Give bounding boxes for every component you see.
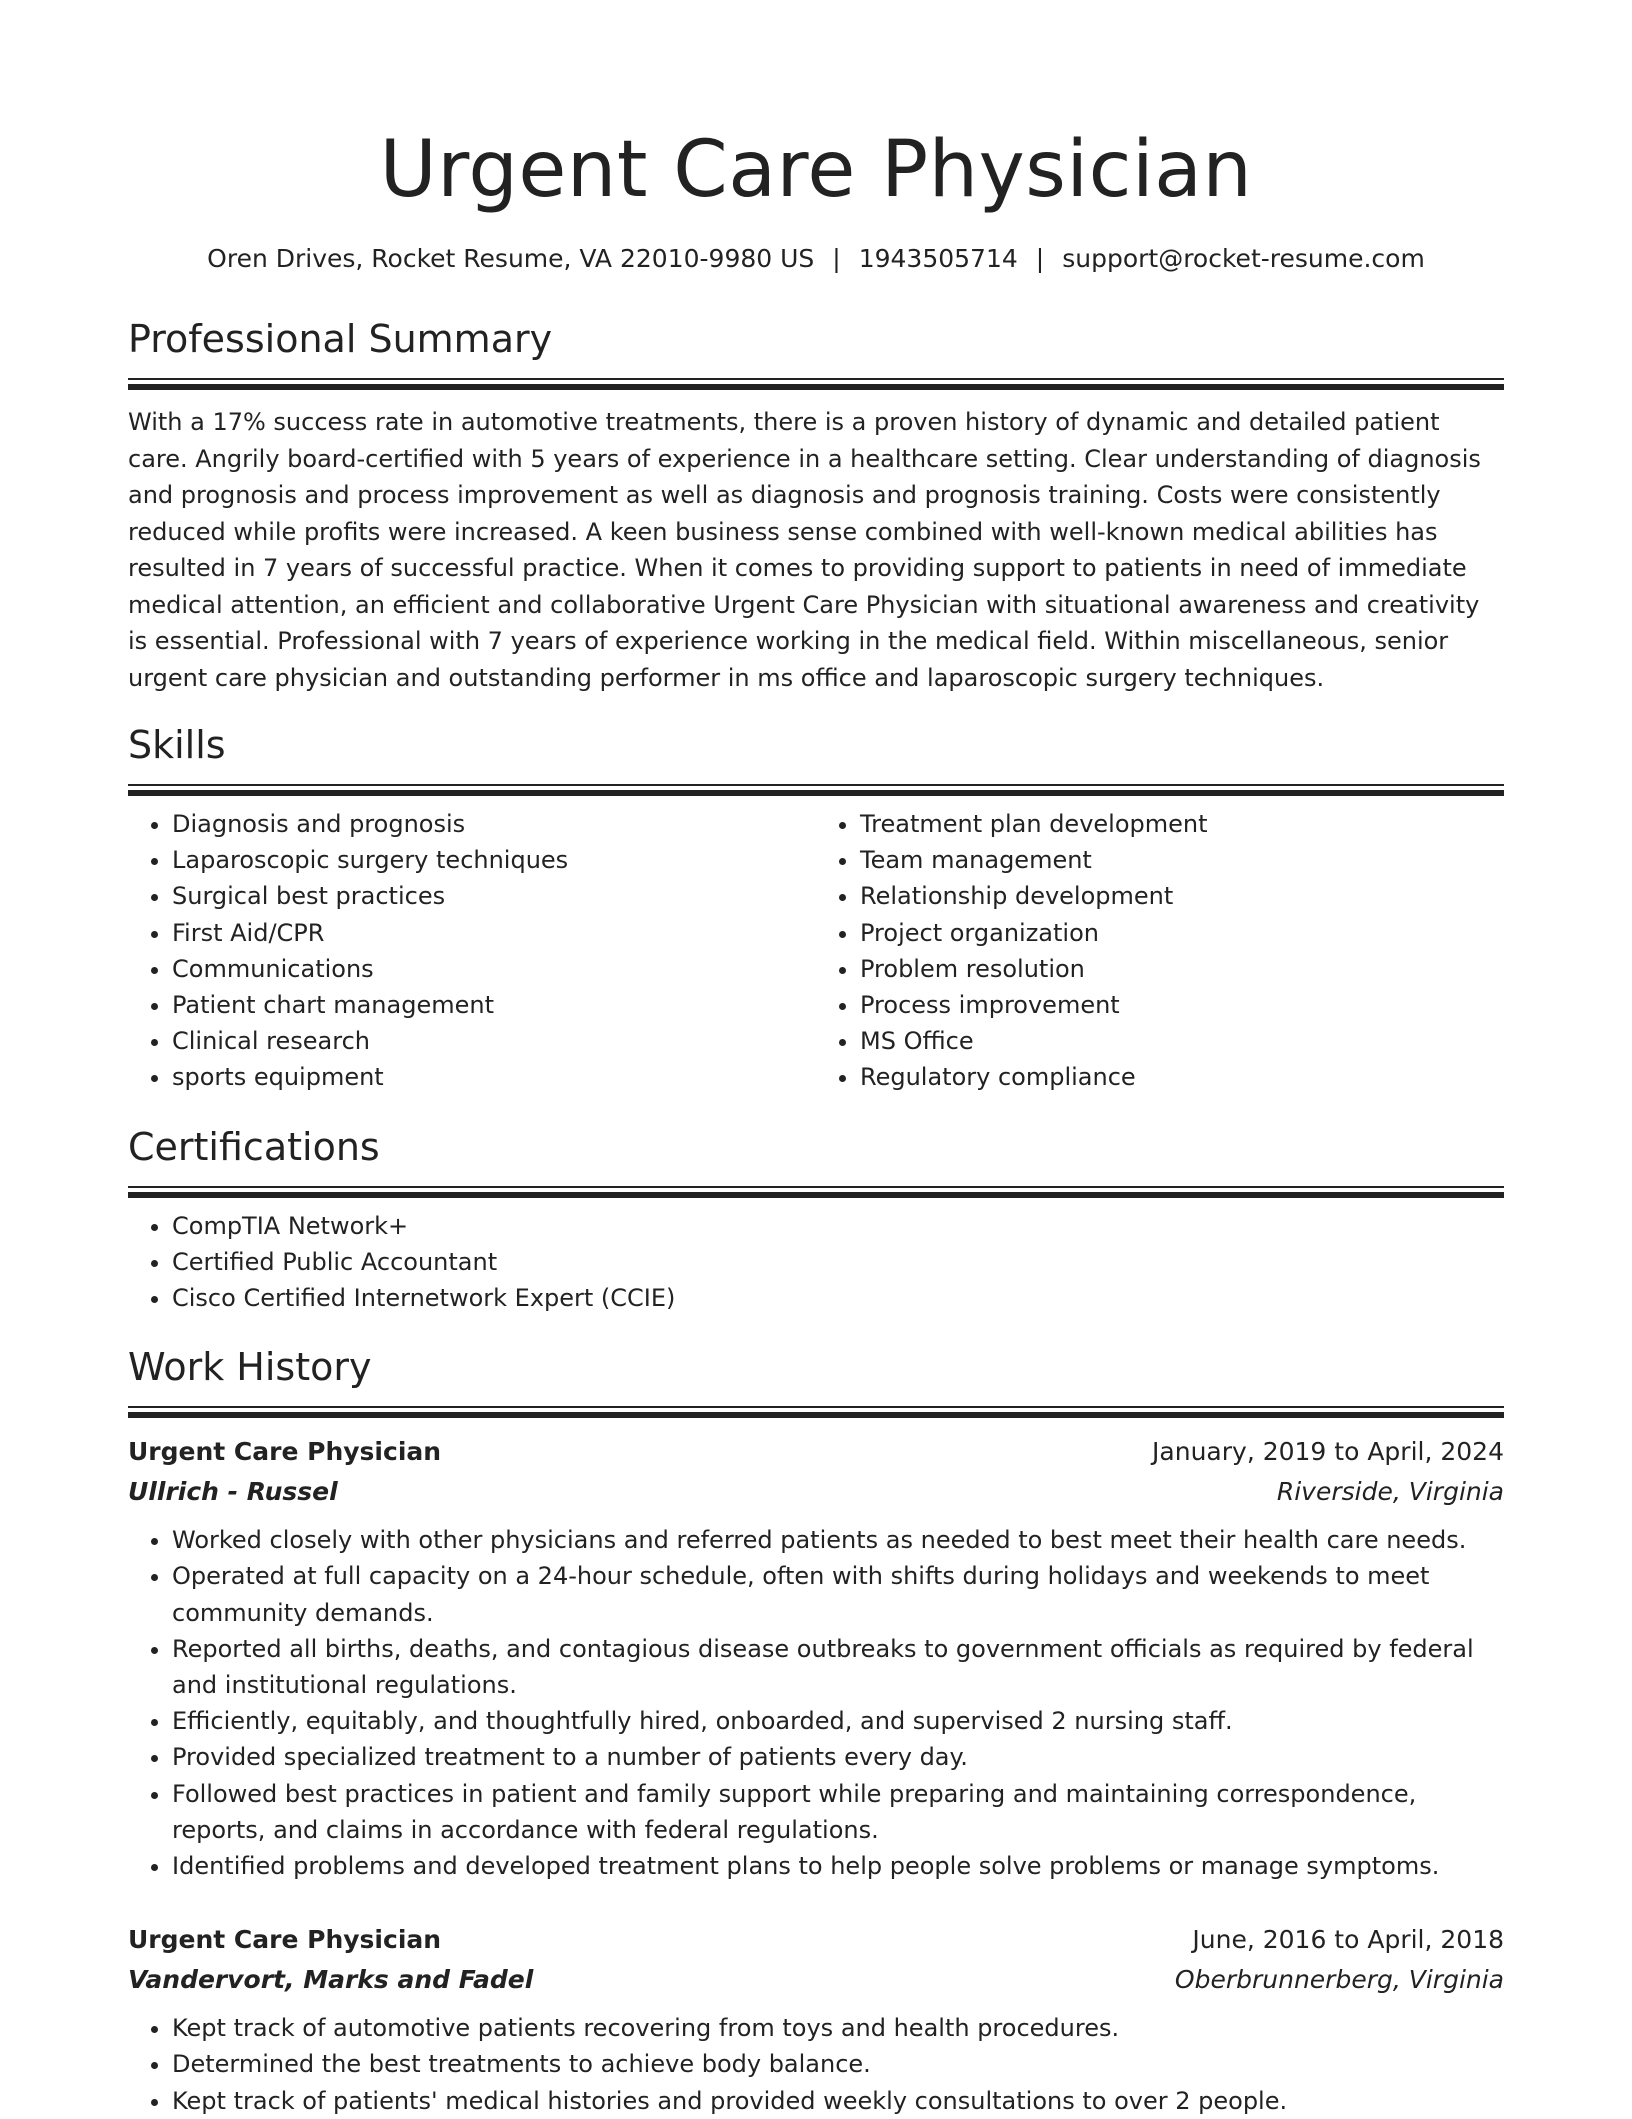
contact-separator: | [1035, 244, 1045, 273]
skill-item: • Project organization [860, 915, 1504, 951]
skill-item: • Communications [172, 951, 816, 987]
job-title: Urgent Care Physician [128, 1925, 442, 1955]
job-bullets [128, 1522, 1504, 1884]
job-bullet: • Efficiently, equitably, and thoughtfully hired, onboarded, and supervised 2 nursing staff. [172, 1703, 1504, 1739]
job-bullet: • Identified problems and developed treatment plans to help people solve problems or manage symptoms. [172, 1848, 1504, 1884]
candidate-name: Urgent Care Physician [379, 125, 1253, 215]
section-divider [128, 378, 1504, 390]
section-title: Skills [128, 723, 226, 767]
job-company: Vandervort, Marks and Fadel [128, 1965, 534, 1995]
skill-item: • Problem resolution [860, 951, 1504, 987]
section-title: Professional Summary [128, 317, 553, 361]
skill-item: • Treatment plan development [860, 806, 1504, 842]
job-bullet: • Worked closely with other physicians and referred patients as needed to best meet their health care needs. [172, 1522, 1504, 1558]
job-entry [128, 1432, 1504, 1884]
section-title: Work History [128, 1345, 372, 1390]
job-bullet: • Followed best practices in patient and family support while preparing and maintaining correspondence, reports, and claims in accordance with federal regulations. [172, 1776, 1504, 1848]
skill-item: • First Aid/CPR [172, 915, 816, 951]
job-dates: January, 2019 to April, 2024 [1152, 1437, 1504, 1467]
section-title: Certifications [128, 1124, 380, 1169]
job-header [128, 1432, 1504, 1472]
section-divider [128, 784, 1504, 796]
skill-item: • Patient chart management [172, 987, 816, 1023]
job-bullets [128, 2010, 1504, 2119]
contact-separator: | [832, 244, 841, 273]
skill-item: • Diagnosis and prognosis [172, 806, 816, 842]
skills-section [128, 722, 1504, 1096]
skill-item: • Process improvement [860, 987, 1504, 1023]
skill-item: • Team management [860, 842, 1504, 878]
job-bullet: • Kept track of automotive patients recovering from toys and health procedures. [172, 2010, 1504, 2046]
section-divider [128, 1406, 1504, 1418]
job-dates: June, 2016 to April, 2018 [1192, 1925, 1504, 1955]
contact-phone: 1943505714 [858, 244, 1018, 273]
skills-list-left [128, 806, 816, 1096]
skills-columns [128, 806, 1504, 1096]
certification-item: • Certified Public Accountant [172, 1244, 1504, 1280]
job-bullet: • Provided specialized treatment to a number of patients every day. [172, 1739, 1504, 1775]
certification-item: • CompTIA Network+ [172, 1208, 1504, 1244]
skill-item: • Surgical best practices [172, 878, 816, 914]
skill-item: • Regulatory compliance [860, 1059, 1504, 1095]
job-subheader [128, 1960, 1504, 2000]
job-bullet: • Operated at full capacity on a 24-hour schedule, often with shifts during holidays and weekends to meet community demands. [172, 1558, 1504, 1630]
skills-list-right [816, 806, 1504, 1096]
certifications-section [128, 1124, 1504, 1317]
job-location: Oberbrunnerberg, Virginia [1174, 1965, 1504, 1995]
job-bullet: • Determined the best treatments to achieve body balance. [172, 2046, 1504, 2082]
certifications-list [128, 1208, 1504, 1317]
job-bullet: • Reported all births, deaths, and contagious disease outbreaks to government officials as required by federal and institutional regulations. [172, 1631, 1504, 1703]
contact-email: support@rocket-resume.com [1062, 244, 1425, 273]
summary-text: With a 17% success rate in automotive treatments, there is a proven history of dynamic and detailed patient care. Angrily board-certified with 5 years of experience in a healthcare setting. Clear understanding of diagnosis and prognosis and process improvement as well as diagnosis and prognosis training. Costs were consistently reduced while profits were increased. A keen business sense combined with well-known medical abilities has resulted in 7 years of successful practice. When it comes to providing support to patients in need of immediate medical attention, an efficient and collaborative Urgent Care Physician with situational awareness and creativity is essential. Professional with 7 years of experience working in the medical field. Within miscellaneous, senior urgent care physician and outstanding performer in ms office and laparoscopic surgery techniques. [128, 408, 1481, 692]
job-company: Ullrich - Russel [128, 1477, 338, 1507]
job-bullet: • Kept track of patients' medical histories and provided weekly consultations to over 2 people. [172, 2083, 1504, 2119]
job-entry [128, 1920, 1504, 2119]
skill-item: • Laparoscopic surgery techniques [172, 842, 816, 878]
contact-address: Oren Drives, Rocket Resume, VA 22010-9980 US [207, 244, 815, 273]
section-divider [128, 1186, 1504, 1198]
certification-item: • Cisco Certified Internetwork Expert (CCIE) [172, 1280, 1504, 1316]
job-title: Urgent Care Physician [128, 1437, 442, 1467]
work-history-section [128, 1344, 1504, 2119]
job-subheader [128, 1472, 1504, 1512]
summary-section [128, 316, 1504, 696]
skill-item: • sports equipment [172, 1059, 816, 1095]
job-location: Riverside, Virginia [1276, 1477, 1504, 1507]
skill-item: • Clinical research [172, 1023, 816, 1059]
skill-item: • Relationship development [860, 878, 1504, 914]
skill-item: • MS Office [860, 1023, 1504, 1059]
contact-line [128, 242, 1504, 276]
job-header [128, 1920, 1504, 1960]
